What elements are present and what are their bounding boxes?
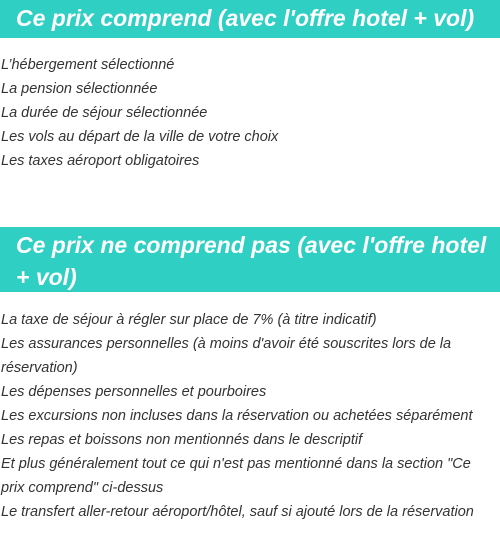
list-item: Le transfert aller-retour aéroport/hôtel, sauf si ajouté lors de la réservation (1, 504, 474, 520)
list-item: La pension sélectionnée (1, 81, 158, 97)
list-item: Les dépenses personnelles et pourboires (1, 384, 267, 400)
list-item: La taxe de séjour à régler sur place de 7% (à titre indicatif) (1, 312, 377, 328)
included-list (0, 53, 278, 173)
list-item: La durée de séjour sélectionnée (1, 105, 208, 121)
list-item: Les taxes aéroport obligatoires (1, 153, 200, 169)
list-item: L’hébergement sélectionné (1, 57, 175, 73)
list-item: Et plus généralement tout ce qui n'est pas mentionné dans la section "Ce prix comprend" ci-dessus (1, 456, 471, 496)
excluded-list (0, 308, 492, 524)
included-section-title: Ce prix comprend (avec l'offre hotel + vol) (0, 0, 500, 38)
excluded-section-title: Ce prix ne comprend pas (avec l'offre hotel + vol) (0, 227, 500, 292)
list-item: Les repas et boissons non mentionnés dans le descriptif (1, 432, 363, 448)
list-item: Les assurances personnelles (à moins d'avoir été souscrites lors de la réservation) (1, 336, 452, 376)
list-item: Les vols au départ de la ville de votre choix (1, 129, 279, 145)
list-item: Les excursions non incluses dans la réservation ou achetées séparément (1, 408, 473, 424)
